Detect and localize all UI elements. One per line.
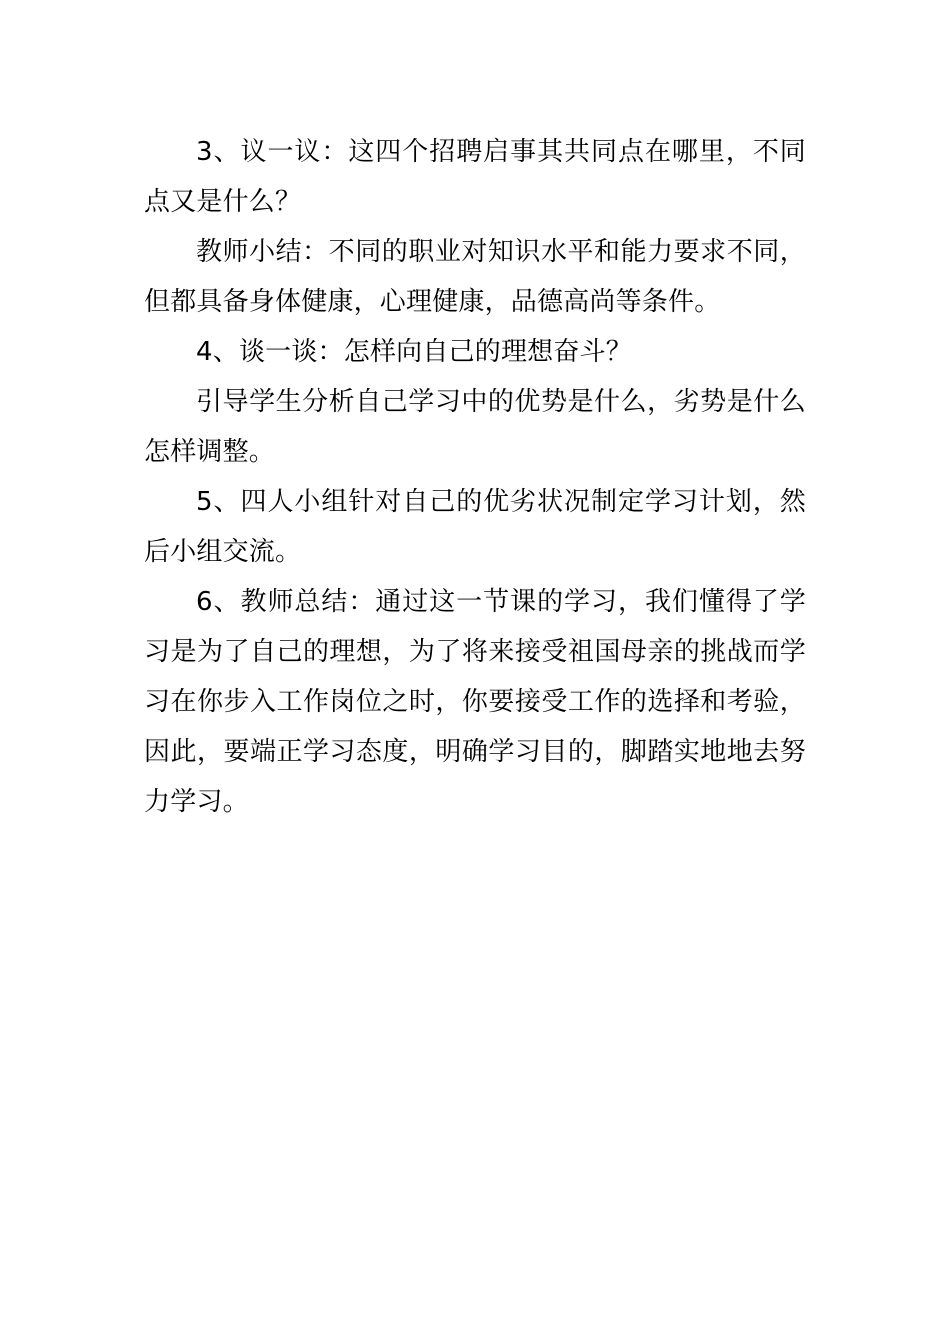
paragraph-discuss: 3、议一议：这四个招聘启事其共同点在哪里，不同点又是什么？	[144, 137, 806, 217]
paragraph-group-plan: 5、四人小组针对自己的优劣状况制定学习计划，然后小组交流。	[144, 487, 806, 567]
paragraph-talk: 4、谈一谈：怎样向自己的理想奋斗？	[196, 337, 632, 367]
document-body	[144, 127, 806, 827]
paragraph-teacher-conclusion: 6、教师总结：通过这一节课的学习，我们懂得了学习是为了自己的理想，为了将来接受祖国母亲的挑战而学习在你步入工作岗位之时，你要接受工作的选择和考验，因此，要端正学习态度，明确学习目的，脚踏实地地去努力学习。	[144, 587, 806, 817]
paragraph-guide-students: 引导学生分析自己学习中的优势是什么，劣势是什么怎样调整。	[144, 387, 806, 467]
paragraph-teacher-summary: 教师小结：不同的职业对知识水平和能力要求不同，但都具备身体健康，心理健康，品德高尚等条件。	[144, 237, 806, 317]
